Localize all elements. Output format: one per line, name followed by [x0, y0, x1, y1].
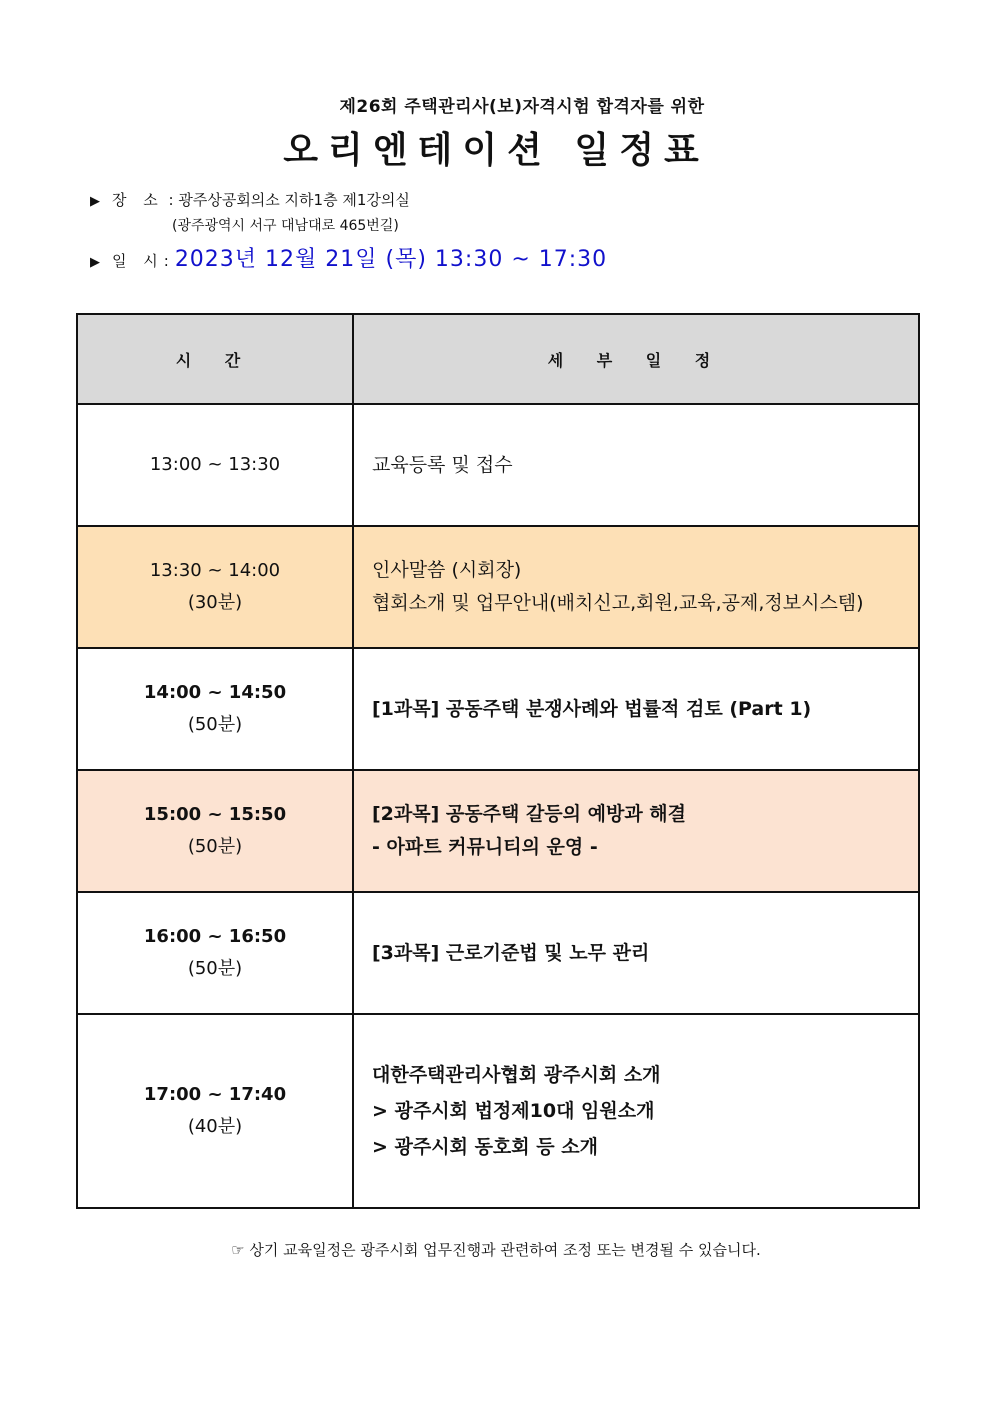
detail-line: - 아파트 커뮤니티의 운영 - [372, 836, 598, 858]
detail-cell [353, 404, 919, 526]
detail-line: 협회소개 및 업무안내(배치신고,회원,교육,공제,정보시스템) [372, 592, 864, 614]
table-row [77, 404, 919, 526]
place-label: 장 소 [112, 191, 164, 209]
duration: (40분) [187, 1116, 243, 1137]
duration: (50분) [187, 836, 243, 857]
table-row [77, 526, 919, 648]
date-label: 일 시 [112, 252, 164, 270]
place-line [90, 189, 410, 210]
time-range: 13:30 ~ 14:00 [149, 560, 281, 581]
detail-cell [353, 770, 919, 892]
detail-cell [353, 648, 919, 770]
triangle-bullet-icon: ▶ [90, 255, 100, 270]
detail-cell [353, 1014, 919, 1208]
doc-title: 오리엔테이션 일정표 [283, 130, 709, 171]
header-details: 세 부 일 정 [353, 314, 919, 404]
triangle-bullet-icon: ▶ [90, 194, 100, 209]
detail-line: 인사말씀 (시회장) [372, 559, 522, 581]
place-address: (광주광역시 서구 대남대로 465번길) [172, 218, 399, 234]
doc-subtitle: 제26회 주택관리사(보)자격시험 합격자를 위한 [339, 97, 705, 117]
time-cell [77, 892, 353, 1014]
detail-line: 대한주택관리사협회 광주시회 소개 [372, 1064, 661, 1086]
time-range: 15:00 ~ 15:50 [143, 804, 287, 825]
table-row [77, 892, 919, 1014]
time-cell [77, 1014, 353, 1208]
table-row [77, 648, 919, 770]
time-range: 14:00 ~ 14:50 [143, 682, 287, 703]
detail-cell [353, 892, 919, 1014]
time-cell [77, 526, 353, 648]
time-cell [77, 770, 353, 892]
date-separator: : [163, 252, 169, 270]
detail-cell [353, 526, 919, 648]
table-row [77, 770, 919, 892]
detail-line: > 광주시회 법정제10대 임원소개 [372, 1100, 655, 1122]
date-line [90, 242, 607, 273]
duration: (30분) [187, 592, 243, 613]
detail-line: 교육등록 및 접수 [372, 453, 513, 476]
duration: (50분) [187, 958, 243, 979]
time-cell [77, 648, 353, 770]
time-range: 13:00 ~ 13:30 [149, 454, 281, 475]
time-range: 17:00 ~ 17:40 [143, 1084, 287, 1105]
time-cell [77, 404, 353, 526]
detail-line: > 광주시회 동호회 등 소개 [372, 1136, 598, 1158]
footnote: ☞ 상기 교육일정은 광주시회 업무진행과 관련하여 조정 또는 변경될 수 있습니다. [231, 1241, 761, 1259]
date-value: 2023년 12월 21일 (목) 13:30 ~ 17:30 [174, 247, 608, 272]
detail-line: [3과목] 근로기준법 및 노무 관리 [372, 941, 650, 964]
schedule-table [76, 313, 920, 1209]
detail-line: [1과목] 공동주택 분쟁사례와 법률적 검토 (Part 1) [372, 697, 812, 720]
header-time: 시 간 [77, 314, 353, 404]
table-row [77, 1014, 919, 1208]
time-range: 16:00 ~ 16:50 [143, 926, 287, 947]
duration: (50분) [187, 714, 243, 735]
place-value: : 광주상공회의소 지하1층 제1강의실 [168, 191, 410, 209]
detail-line: [2과목] 공동주택 갈등의 예방과 해결 [372, 803, 687, 825]
